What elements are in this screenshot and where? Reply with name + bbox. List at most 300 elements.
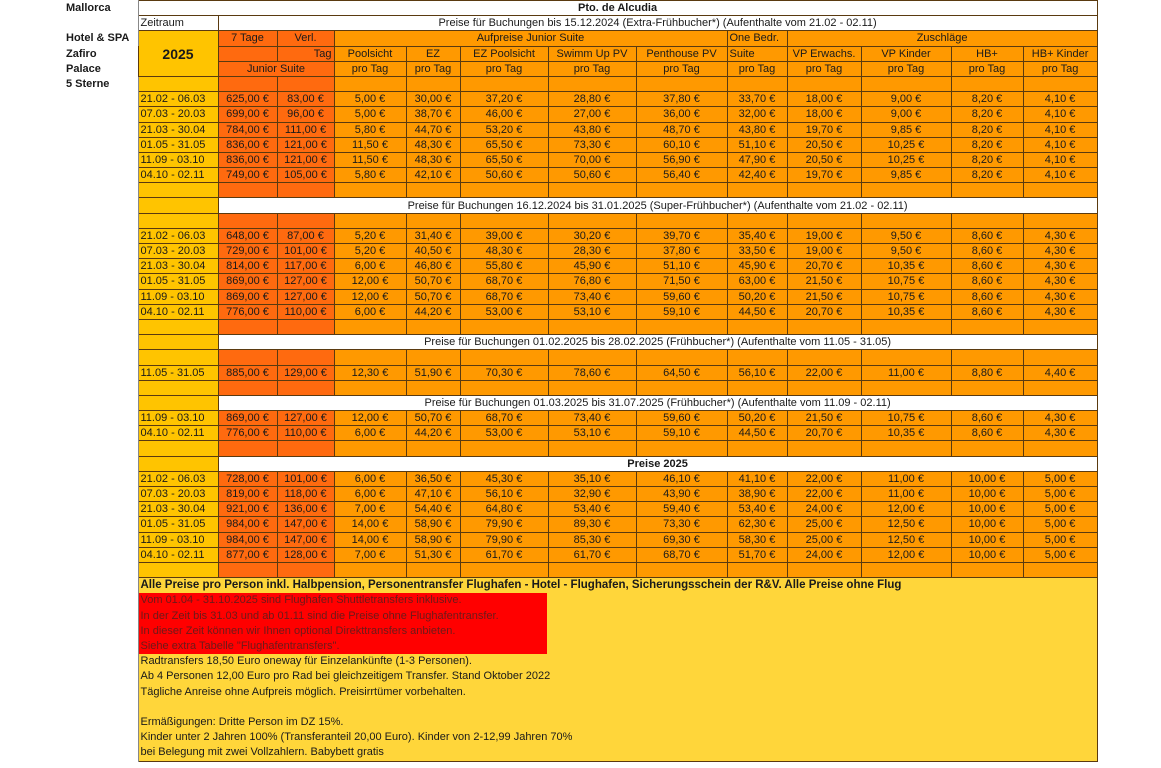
price-cell: 10,00 € bbox=[951, 547, 1023, 562]
period-cell: 21.03 - 30.04 bbox=[138, 122, 218, 137]
spacer bbox=[636, 213, 727, 228]
period-cell: 04.10 - 02.11 bbox=[138, 304, 218, 319]
per-day-label: pro Tag bbox=[636, 61, 727, 76]
price-cell: 147,00 € bbox=[277, 517, 334, 532]
notes-alert-line: In dieser Zeit können wir Ihnen optional Direkttransfers anbieten. bbox=[139, 624, 547, 639]
notes-alert-line: In der Zeit bis 31.03 und ab 01.11 sind die Preise ohne Flughafentransfer. bbox=[139, 609, 547, 624]
price-cell: 24,00 € bbox=[787, 502, 861, 517]
period-cell: 04.10 - 02.11 bbox=[138, 547, 218, 562]
price-cell: 8,20 € bbox=[951, 168, 1023, 183]
price-cell: 53,00 € bbox=[460, 304, 548, 319]
price-cell: 50,20 € bbox=[727, 289, 787, 304]
price-cell: 784,00 € bbox=[218, 122, 277, 137]
price-cell: 6,00 € bbox=[334, 487, 406, 502]
price-cell: 20,50 € bbox=[787, 137, 861, 152]
price-cell: 50,70 € bbox=[406, 274, 460, 289]
price-cell: 4,30 € bbox=[1023, 259, 1097, 274]
price-cell: 53,40 € bbox=[548, 502, 636, 517]
spacer bbox=[787, 76, 861, 91]
price-cell: 776,00 € bbox=[218, 304, 277, 319]
price-cell: 46,80 € bbox=[406, 259, 460, 274]
spacer bbox=[951, 183, 1023, 198]
price-cell: 39,00 € bbox=[460, 228, 548, 243]
spacer bbox=[636, 441, 727, 456]
spacer bbox=[460, 183, 548, 198]
price-cell: 63,00 € bbox=[727, 274, 787, 289]
spacer bbox=[727, 213, 787, 228]
spacer bbox=[64, 183, 138, 198]
price-row bbox=[64, 107, 1097, 122]
price-cell: 9,85 € bbox=[861, 122, 951, 137]
price-cell: 51,70 € bbox=[727, 547, 787, 562]
price-row bbox=[64, 547, 1097, 562]
spacer bbox=[951, 562, 1023, 577]
period-cell: 11.09 - 03.10 bbox=[138, 152, 218, 167]
price-cell: 53,40 € bbox=[727, 502, 787, 517]
price-cell: 21,50 € bbox=[787, 274, 861, 289]
spacer bbox=[64, 547, 138, 562]
price-cell: 62,30 € bbox=[727, 517, 787, 532]
price-cell: 56,10 € bbox=[727, 365, 787, 380]
price-cell: 55,80 € bbox=[460, 259, 548, 274]
zuschlaege-group-header: Zuschläge bbox=[787, 31, 1097, 46]
price-cell: 48,30 € bbox=[460, 244, 548, 259]
extra-day-sub: Tag bbox=[277, 46, 334, 61]
spacer bbox=[64, 259, 138, 274]
spacer bbox=[727, 76, 787, 91]
price-cell: 8,60 € bbox=[951, 244, 1023, 259]
price-cell: 5,00 € bbox=[1023, 547, 1097, 562]
period-cell: 11.05 - 31.05 bbox=[138, 365, 218, 380]
spacer bbox=[138, 350, 218, 365]
header-row bbox=[64, 16, 1097, 31]
price-cell: 73,40 € bbox=[548, 411, 636, 426]
notes-line: Ermäßigungen: Dritte Person im DZ 15%. bbox=[140, 715, 344, 728]
extra-day-header: Verl. bbox=[277, 31, 334, 46]
price-cell: 728,00 € bbox=[218, 471, 277, 486]
price-cell: 10,25 € bbox=[861, 137, 951, 152]
spacer bbox=[406, 441, 460, 456]
price-cell: 37,80 € bbox=[636, 244, 727, 259]
period-cell: 21.02 - 06.03 bbox=[138, 228, 218, 243]
price-cell: 4,30 € bbox=[1023, 426, 1097, 441]
price-cell: 42,10 € bbox=[406, 168, 460, 183]
column-header: Suite bbox=[727, 46, 787, 61]
price-cell: 4,30 € bbox=[1023, 244, 1097, 259]
spacer bbox=[406, 213, 460, 228]
price-row bbox=[64, 168, 1097, 183]
spacer bbox=[460, 380, 548, 395]
blank-row bbox=[64, 441, 1097, 456]
spacer bbox=[334, 350, 406, 365]
price-cell: 20,50 € bbox=[787, 152, 861, 167]
column-header: HB+ Kinder bbox=[1023, 46, 1097, 61]
price-cell: 79,90 € bbox=[460, 532, 548, 547]
price-cell: 8,60 € bbox=[951, 274, 1023, 289]
notes-box bbox=[138, 578, 1097, 761]
price-cell: 60,10 € bbox=[636, 137, 727, 152]
title-row bbox=[64, 1, 1097, 16]
price-cell: 4,10 € bbox=[1023, 92, 1097, 107]
period-cell: 11.09 - 03.10 bbox=[138, 411, 218, 426]
price-cell: 117,00 € bbox=[277, 259, 334, 274]
column-header: VP Kinder bbox=[861, 46, 951, 61]
per-day-label: pro Tag bbox=[460, 61, 548, 76]
spacer bbox=[636, 76, 727, 91]
notes-alert-line: Siehe extra Tabelle "Flughafentransfers". bbox=[139, 639, 547, 654]
spacer bbox=[64, 471, 138, 486]
column-header: Swimm Up PV bbox=[548, 46, 636, 61]
price-cell: 836,00 € bbox=[218, 137, 277, 152]
price-cell: 129,00 € bbox=[277, 365, 334, 380]
price-cell: 12,00 € bbox=[861, 547, 951, 562]
price-cell: 68,70 € bbox=[460, 289, 548, 304]
period-cell: 21.02 - 06.03 bbox=[138, 471, 218, 486]
header-row bbox=[64, 46, 1097, 61]
price-cell: 68,70 € bbox=[460, 274, 548, 289]
price-cell: 53,10 € bbox=[548, 426, 636, 441]
price-cell: 35,40 € bbox=[727, 228, 787, 243]
price-cell: 28,30 € bbox=[548, 244, 636, 259]
price-cell: 9,50 € bbox=[861, 244, 951, 259]
section-title: Preise für Buchungen 01.03.2025 bis 31.07.2025 (Frühbucher*) (Aufenthalte vom 11.09 - 02.11) bbox=[218, 395, 1097, 410]
price-cell: 32,90 € bbox=[548, 487, 636, 502]
spacer bbox=[218, 562, 277, 577]
price-cell: 8,20 € bbox=[951, 152, 1023, 167]
price-cell: 10,35 € bbox=[861, 259, 951, 274]
spacer bbox=[787, 213, 861, 228]
spacer bbox=[406, 183, 460, 198]
hotel-stars: 5 Sterne bbox=[64, 76, 138, 91]
price-cell: 11,00 € bbox=[861, 365, 951, 380]
price-cell: 869,00 € bbox=[218, 411, 277, 426]
price-cell: 69,30 € bbox=[636, 532, 727, 547]
price-cell: 5,00 € bbox=[1023, 517, 1097, 532]
spacer bbox=[727, 183, 787, 198]
spacer bbox=[64, 319, 138, 334]
spacer bbox=[64, 92, 138, 107]
spacer bbox=[64, 395, 138, 410]
period-cell: 07.03 - 20.03 bbox=[138, 487, 218, 502]
price-cell: 12,00 € bbox=[861, 502, 951, 517]
spacer bbox=[334, 213, 406, 228]
price-cell: 4,30 € bbox=[1023, 274, 1097, 289]
price-cell: 32,00 € bbox=[727, 107, 787, 122]
price-cell: 12,00 € bbox=[334, 411, 406, 426]
seven-days-sub bbox=[218, 46, 277, 61]
price-cell: 110,00 € bbox=[277, 426, 334, 441]
hotel-name-line: Hotel & SPA bbox=[64, 31, 138, 46]
price-cell: 48,30 € bbox=[406, 152, 460, 167]
price-cell: 10,00 € bbox=[951, 471, 1023, 486]
price-cell: 73,30 € bbox=[548, 137, 636, 152]
price-cell: 984,00 € bbox=[218, 532, 277, 547]
price-cell: 44,70 € bbox=[406, 122, 460, 137]
price-cell: 59,60 € bbox=[636, 289, 727, 304]
spacer bbox=[1023, 562, 1097, 577]
seven-days-header: 7 Tage bbox=[218, 31, 277, 46]
price-cell: 27,00 € bbox=[548, 107, 636, 122]
period-cell: 04.10 - 02.11 bbox=[138, 168, 218, 183]
price-cell: 54,40 € bbox=[406, 502, 460, 517]
spacer bbox=[460, 441, 548, 456]
spacer bbox=[548, 350, 636, 365]
price-cell: 40,50 € bbox=[406, 244, 460, 259]
price-cell: 38,90 € bbox=[727, 487, 787, 502]
price-cell: 10,00 € bbox=[951, 487, 1023, 502]
price-row bbox=[64, 487, 1097, 502]
price-cell: 30,20 € bbox=[548, 228, 636, 243]
spacer bbox=[138, 76, 218, 91]
spacer bbox=[277, 76, 334, 91]
spacer bbox=[218, 183, 277, 198]
price-cell: 42,40 € bbox=[727, 168, 787, 183]
price-cell: 127,00 € bbox=[277, 274, 334, 289]
spacer bbox=[64, 168, 138, 183]
price-cell: 10,35 € bbox=[861, 426, 951, 441]
spacer bbox=[787, 350, 861, 365]
price-cell: 19,00 € bbox=[787, 244, 861, 259]
price-row bbox=[64, 471, 1097, 486]
hotel-label-empty bbox=[64, 16, 138, 31]
period-cell: 21.02 - 06.03 bbox=[138, 92, 218, 107]
spacer bbox=[406, 350, 460, 365]
spacer bbox=[460, 213, 548, 228]
column-header: Penthouse PV bbox=[636, 46, 727, 61]
price-cell: 50,60 € bbox=[548, 168, 636, 183]
section-title: Preise für Buchungen 16.12.2024 bis 31.01.2025 (Super-Frühbucher*) (Aufenthalte vom 21.02 - 02.11) bbox=[218, 198, 1097, 213]
price-cell: 8,60 € bbox=[951, 304, 1023, 319]
spacer bbox=[64, 502, 138, 517]
price-cell: 10,75 € bbox=[861, 289, 951, 304]
spacer bbox=[460, 562, 548, 577]
price-cell: 101,00 € bbox=[277, 471, 334, 486]
spacer bbox=[861, 183, 951, 198]
spacer bbox=[548, 183, 636, 198]
spacer bbox=[64, 426, 138, 441]
price-cell: 4,40 € bbox=[1023, 365, 1097, 380]
price-cell: 45,30 € bbox=[460, 471, 548, 486]
price-row bbox=[64, 259, 1097, 274]
blank-row bbox=[64, 380, 1097, 395]
spacer bbox=[64, 487, 138, 502]
price-cell: 68,70 € bbox=[460, 411, 548, 426]
per-day-label: pro Tag bbox=[727, 61, 787, 76]
spacer bbox=[1023, 319, 1097, 334]
spacer bbox=[787, 562, 861, 577]
spacer bbox=[64, 365, 138, 380]
section-title: Preise für Buchungen bis 15.12.2024 (Extra-Frühbucher*) (Aufenthalte vom 21.02 - 02.11) bbox=[218, 16, 1097, 31]
aufpreise-group-header: Aufpreise Junior Suite bbox=[334, 31, 727, 46]
spacer bbox=[951, 380, 1023, 395]
spacer bbox=[218, 76, 277, 91]
price-cell: 6,00 € bbox=[334, 426, 406, 441]
price-cell: 8,20 € bbox=[951, 107, 1023, 122]
spacer bbox=[548, 319, 636, 334]
price-cell: 20,70 € bbox=[787, 426, 861, 441]
price-cell: 50,60 € bbox=[460, 168, 548, 183]
period-cell: 04.10 - 02.11 bbox=[138, 426, 218, 441]
spacer bbox=[64, 578, 138, 761]
spacer bbox=[64, 122, 138, 137]
price-cell: 47,10 € bbox=[406, 487, 460, 502]
spacer bbox=[1023, 213, 1097, 228]
price-cell: 24,00 € bbox=[787, 547, 861, 562]
zeitraum-label: Zeitraum bbox=[138, 16, 218, 31]
price-cell: 64,80 € bbox=[460, 502, 548, 517]
spacer bbox=[787, 319, 861, 334]
price-row bbox=[64, 411, 1097, 426]
region-label: Mallorca bbox=[64, 1, 138, 16]
spacer bbox=[64, 380, 138, 395]
price-cell: 9,00 € bbox=[861, 107, 951, 122]
price-cell: 44,20 € bbox=[406, 426, 460, 441]
spacer bbox=[406, 562, 460, 577]
spacer bbox=[951, 350, 1023, 365]
price-cell: 121,00 € bbox=[277, 152, 334, 167]
blank-row bbox=[64, 213, 1097, 228]
spacer bbox=[636, 380, 727, 395]
price-cell: 73,30 € bbox=[636, 517, 727, 532]
spacer bbox=[334, 183, 406, 198]
price-cell: 59,40 € bbox=[636, 502, 727, 517]
price-cell: 110,00 € bbox=[277, 304, 334, 319]
price-cell: 18,00 € bbox=[787, 107, 861, 122]
header-row bbox=[64, 76, 1097, 91]
price-cell: 8,20 € bbox=[951, 137, 1023, 152]
notes-row bbox=[64, 578, 1097, 761]
spacer bbox=[727, 441, 787, 456]
price-cell: 8,60 € bbox=[951, 228, 1023, 243]
price-cell: 21,50 € bbox=[787, 411, 861, 426]
price-cell: 5,00 € bbox=[334, 92, 406, 107]
spacer bbox=[64, 335, 138, 350]
spacer bbox=[64, 198, 138, 213]
spacer bbox=[64, 350, 138, 365]
price-cell: 10,35 € bbox=[861, 304, 951, 319]
hotel-name-line: Palace bbox=[64, 61, 138, 76]
price-cell: 25,00 € bbox=[787, 517, 861, 532]
price-cell: 11,00 € bbox=[861, 471, 951, 486]
price-cell: 53,20 € bbox=[460, 122, 548, 137]
price-cell: 5,80 € bbox=[334, 168, 406, 183]
price-cell: 6,00 € bbox=[334, 471, 406, 486]
period-cell: 21.03 - 30.04 bbox=[138, 502, 218, 517]
price-cell: 749,00 € bbox=[218, 168, 277, 183]
header-row bbox=[64, 31, 1097, 46]
price-cell: 53,10 € bbox=[548, 304, 636, 319]
spacer bbox=[64, 289, 138, 304]
price-cell: 51,10 € bbox=[727, 137, 787, 152]
price-cell: 8,60 € bbox=[951, 411, 1023, 426]
price-cell: 71,50 € bbox=[636, 274, 727, 289]
price-cell: 136,00 € bbox=[277, 502, 334, 517]
notes-line: Kinder unter 2 Jahren 100% (Transferanteil 20,00 Euro). Kinder von 2-12,99 Jahren 70% bbox=[140, 731, 573, 744]
price-cell: 101,00 € bbox=[277, 244, 334, 259]
section-title-row bbox=[64, 335, 1097, 350]
spacer bbox=[1023, 441, 1097, 456]
blank-row bbox=[64, 183, 1097, 198]
price-cell: 43,90 € bbox=[636, 487, 727, 502]
spacer bbox=[636, 183, 727, 198]
price-cell: 8,20 € bbox=[951, 92, 1023, 107]
period-cell: 01.05 - 31.05 bbox=[138, 274, 218, 289]
price-cell: 4,10 € bbox=[1023, 168, 1097, 183]
per-day-label: pro Tag bbox=[861, 61, 951, 76]
spacer bbox=[334, 319, 406, 334]
spacer bbox=[218, 319, 277, 334]
price-sheet bbox=[64, 0, 1097, 762]
blank-row bbox=[64, 350, 1097, 365]
spacer bbox=[64, 562, 138, 577]
price-cell: 46,00 € bbox=[460, 107, 548, 122]
price-cell: 8,20 € bbox=[951, 122, 1023, 137]
spacer bbox=[1023, 350, 1097, 365]
price-cell: 44,20 € bbox=[406, 304, 460, 319]
price-cell: 128,00 € bbox=[277, 547, 334, 562]
spacer bbox=[787, 183, 861, 198]
price-cell: 56,90 € bbox=[636, 152, 727, 167]
price-cell: 5,00 € bbox=[1023, 487, 1097, 502]
price-cell: 31,40 € bbox=[406, 228, 460, 243]
section-title-row bbox=[64, 395, 1097, 410]
price-row bbox=[64, 122, 1097, 137]
spacer bbox=[277, 319, 334, 334]
spacer bbox=[218, 213, 277, 228]
spacer bbox=[861, 76, 951, 91]
price-cell: 45,90 € bbox=[548, 259, 636, 274]
blank-row bbox=[64, 319, 1097, 334]
spacer bbox=[727, 380, 787, 395]
spacer bbox=[636, 562, 727, 577]
spacer bbox=[787, 380, 861, 395]
price-cell: 22,00 € bbox=[787, 471, 861, 486]
price-cell: 5,20 € bbox=[334, 228, 406, 243]
price-cell: 48,70 € bbox=[636, 122, 727, 137]
price-cell: 5,00 € bbox=[334, 107, 406, 122]
price-cell: 111,00 € bbox=[277, 122, 334, 137]
price-cell: 699,00 € bbox=[218, 107, 277, 122]
price-cell: 12,00 € bbox=[334, 289, 406, 304]
spacer bbox=[64, 441, 138, 456]
price-cell: 35,10 € bbox=[548, 471, 636, 486]
price-cell: 819,00 € bbox=[218, 487, 277, 502]
price-cell: 33,50 € bbox=[727, 244, 787, 259]
spacer bbox=[1023, 183, 1097, 198]
spacer bbox=[277, 562, 334, 577]
price-cell: 51,90 € bbox=[406, 365, 460, 380]
section-title-row bbox=[64, 456, 1097, 471]
price-cell: 25,00 € bbox=[787, 532, 861, 547]
spacer bbox=[218, 441, 277, 456]
price-cell: 10,00 € bbox=[951, 517, 1023, 532]
price-row bbox=[64, 517, 1097, 532]
price-cell: 12,00 € bbox=[334, 274, 406, 289]
price-cell: 8,80 € bbox=[951, 365, 1023, 380]
price-cell: 53,00 € bbox=[460, 426, 548, 441]
spacer bbox=[64, 244, 138, 259]
period-cell: 11.09 - 03.10 bbox=[138, 532, 218, 547]
price-cell: 105,00 € bbox=[277, 168, 334, 183]
price-row bbox=[64, 274, 1097, 289]
price-cell: 127,00 € bbox=[277, 289, 334, 304]
price-row bbox=[64, 365, 1097, 380]
price-row bbox=[64, 244, 1097, 259]
price-cell: 43,80 € bbox=[548, 122, 636, 137]
spacer bbox=[138, 183, 218, 198]
spacer bbox=[277, 441, 334, 456]
price-cell: 127,00 € bbox=[277, 411, 334, 426]
